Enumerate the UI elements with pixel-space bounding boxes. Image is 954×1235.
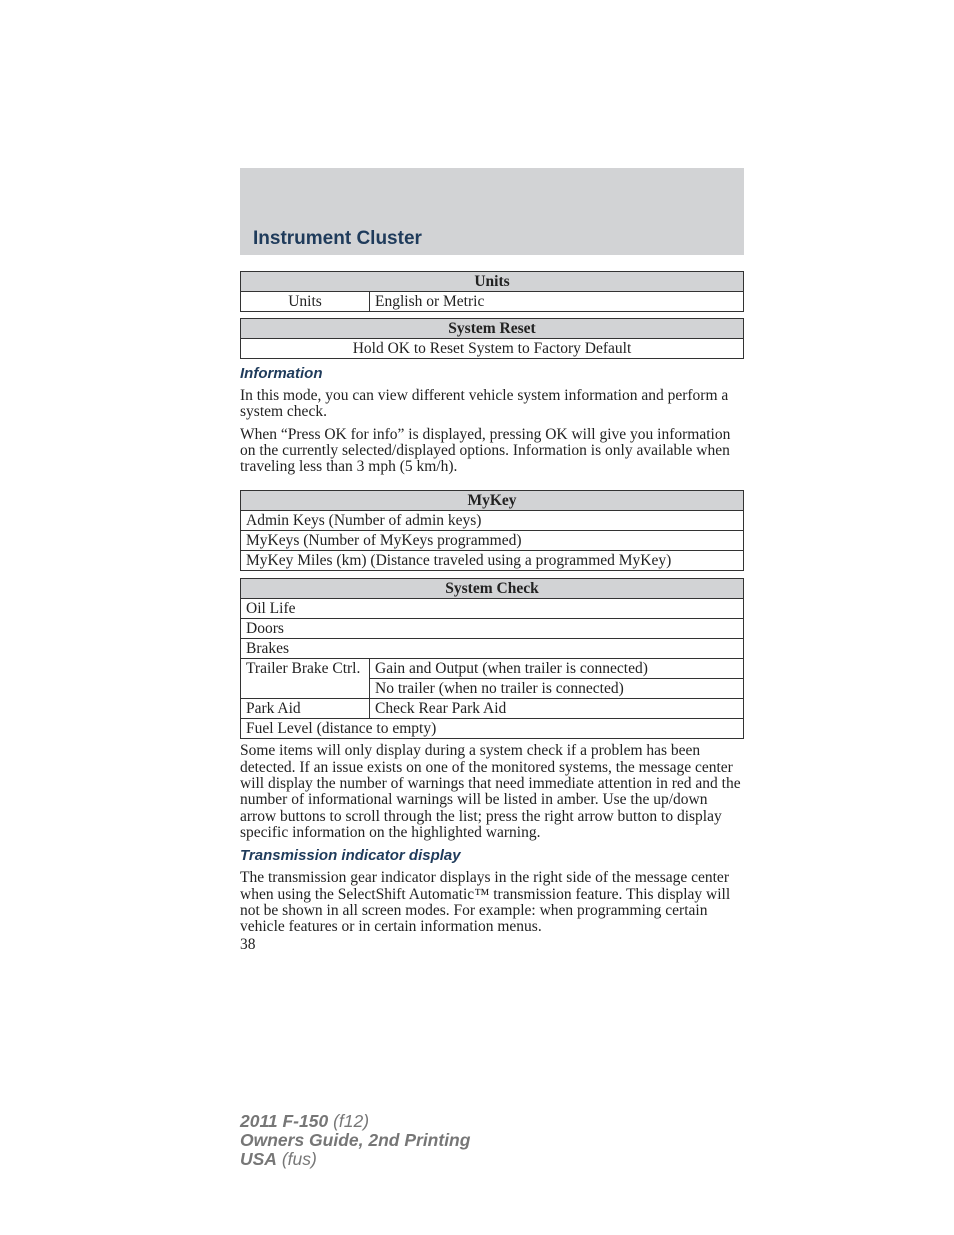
units-label-cell: Units <box>241 292 370 312</box>
system-reset-cell: Hold OK to Reset System to Factory Default <box>241 339 744 359</box>
transmission-heading: Transmission indicator display <box>240 847 461 865</box>
footer-guide-edition: Owners Guide, 2nd Printing <box>240 1130 471 1150</box>
oil-life-cell: Oil Life <box>241 599 744 619</box>
units-table <box>240 271 744 312</box>
mykey-row-mykeys: MyKeys (Number of MyKeys programmed) <box>241 531 744 551</box>
footer-model-code: (f12) <box>333 1111 370 1131</box>
information-heading: Information <box>240 365 323 382</box>
trailer-brake-option-1: Gain and Output (when trailer is connected) <box>370 659 744 679</box>
information-paragraph-1: In this mode, you can view different vehicle system information and perform a system check. <box>240 387 729 421</box>
park-aid-value-cell: Check Rear Park Aid <box>370 699 744 719</box>
table-row <box>241 699 744 719</box>
units-value-cell: English or Metric <box>370 292 744 312</box>
footer-market-code: (fus) <box>281 1149 317 1169</box>
mykey-table-heading: MyKey <box>241 491 744 511</box>
table-row <box>241 619 744 639</box>
table-row <box>241 551 744 571</box>
units-table-heading: Units <box>241 272 744 292</box>
system-check-table <box>240 578 744 739</box>
mykey-table <box>240 490 744 571</box>
footer <box>240 1112 470 1169</box>
table-row <box>241 511 744 531</box>
mykey-row-miles: MyKey Miles (km) (Distance traveled using a programmed MyKey) <box>241 551 744 571</box>
table-row <box>241 339 744 359</box>
footer-line-1 <box>240 1112 470 1131</box>
trailer-brake-option-2: No trailer (when no trailer is connected) <box>370 679 744 699</box>
page-title: Instrument Cluster <box>253 228 422 249</box>
table-row <box>241 719 744 739</box>
table-row <box>241 292 744 312</box>
system-reset-heading: System Reset <box>241 319 744 339</box>
footer-model: 2011 F-150 <box>240 1111 329 1131</box>
system-check-paragraph: Some items will only display during a system check if a problem has been detected. If an issue exists on one of the monitored systems, the message center will display the number of warnings that need immediate attention in red and the number of informational warnings will be listed in amber. Use the up/down arrow buttons to scroll through the list; press the right arrow button to display specific information on the highlighted warning. <box>240 742 741 841</box>
park-aid-label-cell: Park Aid <box>241 699 370 719</box>
mykey-row-admin: Admin Keys (Number of admin keys) <box>241 511 744 531</box>
brakes-cell: Brakes <box>241 639 744 659</box>
footer-market: USA <box>240 1149 277 1169</box>
footer-line-3 <box>240 1150 470 1169</box>
footer-line-2 <box>240 1131 470 1150</box>
system-check-heading: System Check <box>241 579 744 599</box>
table-row <box>241 599 744 619</box>
doors-cell: Doors <box>241 619 744 639</box>
fuel-level-cell: Fuel Level (distance to empty) <box>241 719 744 739</box>
table-row <box>241 659 744 679</box>
table-row <box>241 531 744 551</box>
information-paragraph-2: When “Press OK for info” is displayed, pressing OK will give you information on the currently selected/displayed options. Information is only available when traveling less than 3 mph (5 km/h). <box>240 425 731 476</box>
page-content <box>240 271 744 953</box>
trailer-brake-label-cell: Trailer Brake Ctrl. <box>241 659 370 699</box>
page-number: 38 <box>240 936 256 954</box>
transmission-paragraph: The transmission gear indicator displays in the right side of the message center when using the SelectShift Automatic™ transmission feature. This display will not be shown in all screen modes. For example: when programming certain vehicle features or in certain information menus. <box>240 869 731 936</box>
table-row <box>241 639 744 659</box>
system-reset-table <box>240 318 744 359</box>
